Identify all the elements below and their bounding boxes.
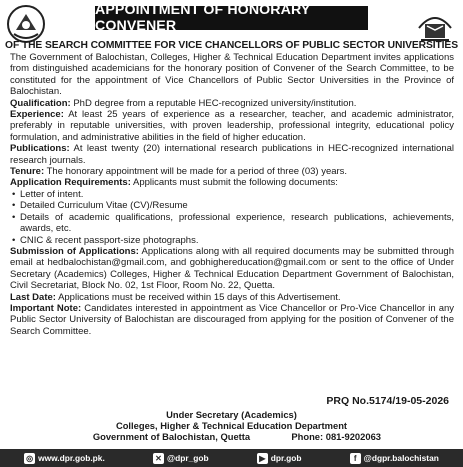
- facebook-text: @dgpr.balochistan: [363, 453, 439, 463]
- important-note-paragraph: [10, 303, 454, 337]
- qualification-text: PhD degree from a reputable HEC-recognized university/institution.: [73, 97, 357, 109]
- notice-subtitle: OF THE SEARCH COMMITTEE FOR VICE CHANCELLORS OF PUBLIC SECTOR UNIVERSITIES: [5, 40, 458, 51]
- last-date-text: Applications must be received within 15 days of this Advertisement.: [58, 291, 341, 303]
- publications-label: Publications:: [10, 143, 70, 155]
- youtube-text: dpr.gob: [270, 453, 302, 463]
- social-twitter[interactable]: [153, 453, 209, 464]
- social-youtube[interactable]: [257, 453, 302, 464]
- last-date-paragraph: [10, 292, 454, 303]
- social-facebook[interactable]: [350, 453, 439, 464]
- tenure-paragraph: [10, 166, 454, 177]
- social-website[interactable]: [24, 453, 105, 464]
- intro-paragraph: The Government of Balochistan, Colleges, Higher & Technical Education Department invites applications from distinguished academicians for the honorary position of Convener of the Search Committee, to be constituted for the appointment of Vice Chancellors of Public Sector Universities in the Province of Balochistan.: [10, 52, 454, 98]
- issuer-department: Colleges, Higher & Technical Education Department: [115, 419, 348, 431]
- publications-text: At least twenty (20) international research publications in HEC-recognized international research journals.: [10, 143, 454, 166]
- requirements-list: [10, 189, 454, 246]
- list-item: • CNIC & recent passport-size photographs.: [20, 235, 454, 246]
- website-text: www.dpr.gob.pk.: [38, 453, 105, 463]
- submission-paragraph: [10, 246, 454, 292]
- issuer-block: [0, 410, 463, 442]
- issuer-government: Government of Balochistan, Quetta: [92, 430, 251, 442]
- tenure-label: Tenure:: [10, 166, 45, 178]
- important-note-label: Important Note:: [10, 302, 82, 314]
- twitter-icon: ✕: [153, 453, 164, 464]
- experience-paragraph: [10, 109, 454, 143]
- qualification-label: Qualification:: [10, 97, 71, 109]
- twitter-text: @dpr_gob: [166, 453, 209, 463]
- issuer-govt-row: [0, 432, 463, 443]
- experience-text: At least 25 years of experience as a researcher, teacher, and academic administrator, preferably in reputable universities, with proven leadership, professional integrity, educational policy formulation, and administrative abilities in the field of higher education.: [10, 109, 454, 143]
- globe-icon: ◎: [24, 453, 35, 464]
- issuer-title: Under Secretary (Academics): [166, 409, 297, 420]
- list-item: • Detailed Curriculum Vitae (CV)/Resume: [20, 200, 454, 211]
- facebook-icon: f: [350, 453, 361, 464]
- experience-label: Experience:: [10, 109, 64, 121]
- important-note-text: Candidates interested in appointment as Vice Chancellor or Pro-Vice Chancellor in any Public Sector University of Balochistan are discouraged from applying for the position of Convener of the Search Committee.: [10, 302, 455, 337]
- notice-body: [10, 52, 454, 337]
- issuer-phone: Phone: 081-9202063: [291, 430, 381, 442]
- social-media-bar: [0, 449, 463, 467]
- balochistan-govt-logo: [6, 4, 46, 44]
- last-date-label: Last Date:: [10, 291, 56, 303]
- prq-number: PRQ No.5174/19-05-2026: [326, 395, 449, 407]
- list-item: • Letter of intent.: [20, 189, 454, 200]
- requirements-paragraph: [10, 177, 454, 188]
- publications-paragraph: [10, 143, 454, 166]
- submission-text: Applications along with all required documents may be submitted through email at hedbalochistan@gmail.com, and gobhighereducation@gmail.com or sent to the office of Under Secretary (Academics) Colleges, Higher & Technical Education Department Government of Balochistan, Civil Secretariat, Block No. 02, 1st Floor, Room No. 22, Quetta.: [10, 245, 454, 292]
- requirements-text: Applicants must submit the following documents:: [133, 177, 338, 189]
- requirements-label: Application Requirements:: [10, 177, 131, 189]
- submission-label: Submission of Applications:: [10, 245, 139, 257]
- notice-title: APPOINTMENT OF HONORARY CONVENER: [95, 6, 368, 30]
- tenure-text: The honorary appointment will be made for a period of three (03) years.: [46, 166, 348, 178]
- list-item: • Details of academic qualifications, professional experience, research publications, achievements, awards, etc.: [20, 212, 454, 235]
- qualification-paragraph: [10, 98, 454, 109]
- youtube-icon: ▶: [257, 453, 268, 464]
